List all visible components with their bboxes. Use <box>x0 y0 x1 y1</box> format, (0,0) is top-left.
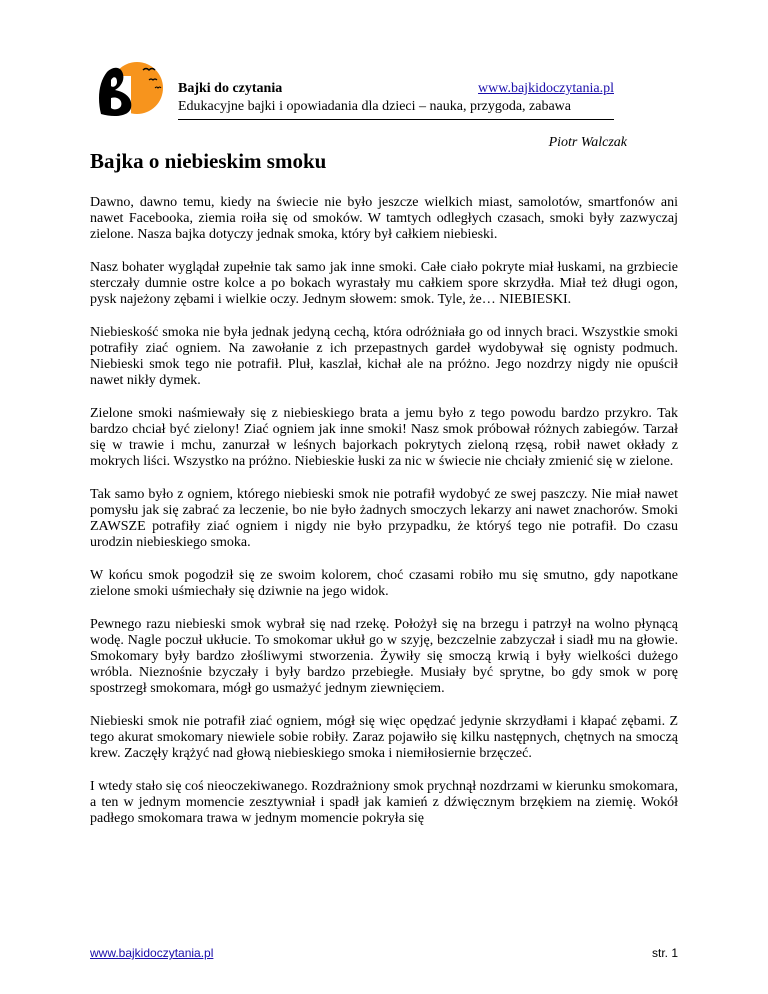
paragraph-1: Dawno, dawno temu, kiedy na świecie nie było jeszcze wielkich miast, samolotów, smartfonów ani nawet Facebooka, ziemia roiła się od smoków. W tamtych odległych czasach, smoki były zazwyczaj zielone. Nasza bajka dotyczy jednak smoka, który był całkiem niebieski. <box>90 195 678 242</box>
page-header <box>178 80 614 120</box>
site-tagline: Edukacyjne bajki i opowiadania dla dzieci – nauka, przygoda, zabawa <box>178 98 614 120</box>
paragraph-3: Niebieskość smoka nie była jednak jedyną cechą, która odróżniała go od innych braci. Wszystkie smoki potrafiły ziać ogniem. Na zawołanie z ich przepastnych gardeł wydobywał się ognisty podmuch. Niebieski smok tego nie potrafił. Pluł, kaszlał, kichał ale na próżno. Jego nozdrzy nigdy nie opuścił nawet nikły dymek. <box>90 325 678 388</box>
site-name: Bajki do czytania <box>178 81 283 96</box>
site-url-link[interactable]: www.bajkidoczytania.pl <box>478 81 614 96</box>
paragraph-4: Zielone smoki naśmiewały się z niebieskiego brata a jemu było z tego powodu bardzo przykro. Tak bardzo chciał być zielony! Ziać ogniem jak inne smoki! Nasz smok próbował różnych zabiegów. Tarzał się w trawie i mchu, zanurzał w leśnych bajorkach pokrytych zieloną rzęsą, robił nawet okłady z mokrych liści. Wszystko na próżno. Niebieskie łuski za nic w świecie nie chciały zmienić się w zielone. <box>90 406 678 469</box>
paragraph-2: Nasz bohater wyglądał zupełnie tak samo jak inne smoki. Całe ciało pokryte miał łuskami, na grzbiecie sterczały dumnie ostre kolce a po bokach wyrastały mu całkiem spore skrzydła. Miał też długi ogon, pysk najeżony zębami i wielkie oczy. Jednym słowem: smok. Tyle, że… NIEBIESKI. <box>90 260 678 307</box>
paragraph-8: Niebieski smok nie potrafił ziać ogniem, mógł się więc opędzać jedynie skrzydłami i kłapać zębami. Z tego akurat smokomary niewiele sobie robiły. Zaraz pojawiło się kilku następnych, chętnych na smoczą krew. Zaczęły krążyć nad głową niebieskiego smoka i niemiłosiernie brzęczeć. <box>90 714 678 761</box>
author-name: Piotr Walczak <box>548 135 627 150</box>
paragraph-7: Pewnego razu niebieski smok wybrał się nad rzekę. Położył się na brzegu i patrzył na wolno płynącą wodę. Nagle poczuł ukłucie. To smokomar ukłuł go w szyję, bezczelnie zabzyczał i siadł mu na głowie. Smokomary były bardzo złośliwymi stworzenia. Żywiły się smoczą krwią i były wielkości dużego wróbla. Nieznośnie bzyczały i były bardzo przebiegłe. Musiały być sprytne, bo gdy smok w porę spostrzegł smokomara, mógł go usmażyć jednym ziewnięciem. <box>90 617 678 696</box>
paragraph-6: W końcu smok pogodził się ze swoim kolorem, choć czasami robiło mu się smutno, gdy napotkane zielone smoki uśmiechały się dziwnie na jego widok. <box>90 568 678 599</box>
paragraph-5: Tak samo było z ogniem, którego niebieski smok nie potrafił wydobyć ze swej paszczy. Nie miał nawet pomysłu jak się zabrać za leczenie, bo nie było żadnych smoczych lekarzy ani nawet znachorów. Smoki ZAWSZE potrafiły ziać ogniem i nigdy nie było przypadku, że któryś tego nie potrafił. Do czasu urodzin niebieskiego smoka. <box>90 487 678 550</box>
paragraph-9: I wtedy stało się coś nieoczekiwanego. Rozdrażniony smok prychnął nozdrzami w kierunku smokomara, a ten w jednym momencie zesztywniał i spadł jak kamień z dźwięcznym brzękiem na ziemię. Wokół padłego smokomara trawa w jednym momencie pokryła się <box>90 779 678 826</box>
page-title: Bajka o niebieskim smoku <box>90 149 327 173</box>
footer-url-link[interactable]: www.bajkidoczytania.pl <box>90 946 214 960</box>
logo-icon <box>93 58 165 120</box>
story-body <box>90 195 678 844</box>
page-number: str. 1 <box>651 946 678 960</box>
